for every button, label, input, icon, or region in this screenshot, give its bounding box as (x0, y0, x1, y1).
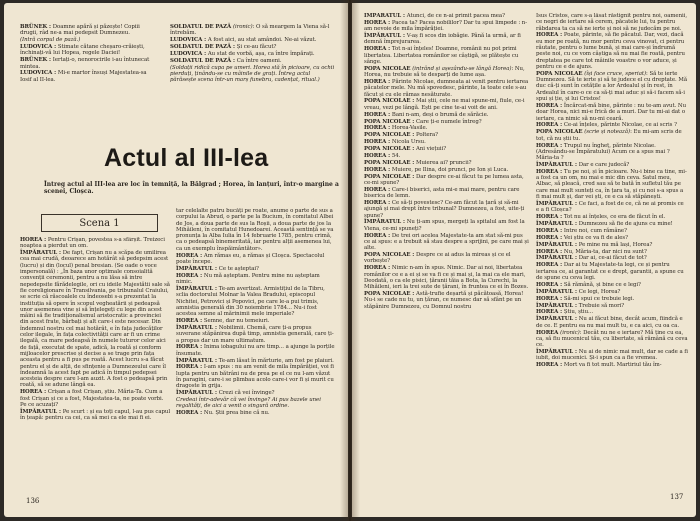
dialogue-line (364, 20, 530, 33)
speech-text: Trupul nu îngheț, părinte Nicolae. (Adresându-se Împăratului) Acum ce a spus mai ? Măria-ta ? (536, 142, 670, 162)
speaker-name: POPA NICOLAE : (364, 291, 416, 298)
inline-direction: (ironic) (232, 24, 253, 30)
dialogue-line (20, 57, 155, 70)
speech-text: Semne, dar nu temeiuri. (203, 318, 270, 325)
speech-text: Ani viețuii? (415, 146, 447, 153)
dialogue-line (364, 119, 530, 125)
speech-text: : Eu mi-am scris de tot, că nu știi tu. (536, 129, 682, 142)
speech-text: Dar despre ce-ai făcut tu pe lumea asta, ce-mi spune? (364, 173, 524, 186)
speech-text: Știu, știu... (563, 309, 594, 316)
speaker-name: HOREA : (176, 344, 204, 351)
speech-text: Vei știu ce va fi de ales? (563, 234, 628, 241)
dialogue-line (364, 160, 530, 166)
speech-text: De fapt, Crișan nu a scăpa de umilirea cea mai crudă, deoarece am hotărât să pedepsim acest (lucru) și din (locul) penal bresian. (Se oade o voce impersonală) : „În baza unor optimale consoialită convenții ceremonii, pentru a nu lăsa să intre nepedepsite fărădelegile, ori cu ideile Majestătii sale să fie coreligionare în Transilvania, pe tribunalul Craiului, se scrie că răscoalele cu îndeosebi s-a prezentat la instituția să opere în scopul vegheatării și pedeapsă unor asemenea vine și să înțelegeți cu lege din acest mâini să fie tradiționalismul aristocratic a provinciei din acest frate, bărbați și alt care-i este necesar. Din îndemnul nostru cel mai hotărât, e în fața judecăților celor ilegale, în fața colectivității care ar fi un crime ilegală, ca mare pedeapsă în numele tuturor celor aici de față, executat de spate, adică, la roată și conform mijloacelor prescrise și decise a se trage prin fața aceasta pentru a fi pus pe roată. Acest lucru s-a făcut pentru el și de alții, de sfințenie a Dumnezeului care îl îndeamnă la acest fapt pe adică în timpul pedepsei acesteia despre care l-am auzit. A fost o pedeapsă prin roată, să se adune lângă ea. (20, 250, 170, 389)
dialogue-line (364, 146, 530, 152)
dialogue-line (20, 250, 170, 389)
speech-text: Mai știi, cele ne mai spune-mi, fiule, ce-i vreau, vezi pe lângă. Ești pe cine te-ai voit de ani. (364, 98, 525, 111)
speaker-name: HOREA : (536, 362, 564, 369)
speaker-name: HOREA : (364, 265, 392, 272)
speaker-name: HOREA : (536, 234, 564, 241)
speaker-name: ÎMPĂRATUL : (364, 219, 407, 226)
dialogue-line (536, 13, 688, 32)
inline-direction: (scrie și notează) (584, 129, 631, 136)
speaker-name: HOREA : (364, 186, 392, 193)
dialogue-line (364, 265, 530, 290)
speaker-name: HOREA : (176, 410, 204, 417)
speaker-name: HOREA : (536, 102, 564, 109)
dialogue-line (536, 32, 688, 70)
speaker-name: ÎMPĂRATUL : (536, 316, 579, 323)
speech-text: De trei ori acelea Majestate-ta am stat să-mi pus ce ai spus: e a trebuit să stau despre a sprijini, pe care mai și alte. (364, 232, 529, 252)
dialogue-line (536, 309, 688, 315)
dialogue-line (536, 201, 688, 214)
dialogue-line (536, 129, 688, 142)
speech-text: Pe scurt : și ea toți capul, l-au pus capul în țeapă: pentru ca cei, ca să mei ca ele mai fi ei. (20, 408, 170, 422)
speech-text: Poate, părinte, să fie păcatul. Dar, vezi, dacă eu mor pe roată, nu mor pentru ceva vinovat, ci pentru răutate, pentru o lume bună, și mai care-și îndrumă peste noi, cu ce vom câștiga să nu mai fie roată, pentru dreptatea pe care tot mâinile voastre o vor aduce, și pentru ce e de ajuns. (536, 32, 685, 70)
right-page-number: 137 (670, 493, 684, 501)
speaker-name: SOLDATUL DE PAZĂ : (170, 57, 237, 64)
speech-text: Trebuie să mori? (578, 302, 625, 309)
speaker-name: HOREA : (364, 111, 392, 118)
left-column-1-bottom (20, 237, 170, 492)
speaker-name: HOREA : (536, 248, 564, 255)
dialogue-line (536, 221, 688, 227)
speech-text: Bani n-am, deși o brumă de sărăcie. (391, 111, 489, 118)
dialogue-line (176, 286, 336, 317)
speech-text: Ce te așteptai? (218, 265, 259, 272)
speech-text: : O să meargem la Viena să-l întrebăm. (170, 24, 330, 37)
speech-text: Stimate cătane cheșaro-crăiești, închinați-vă lui Hopea, regele Daciei! (20, 44, 145, 57)
speaker-name: LUDOVICA : (20, 44, 58, 51)
right-page (352, 3, 696, 517)
dialogue-line (176, 253, 336, 266)
speaker-name: HOREA : (176, 272, 204, 279)
dialogue-line (364, 174, 530, 187)
speaker-name: LUDOVICA : (170, 37, 208, 44)
speech-text: Nicola Ursu. (391, 139, 426, 146)
dialogue-line (364, 153, 530, 159)
speech-text: Atunci, de ce n-ai primit pacea mea? (406, 13, 505, 19)
dialogue-line (170, 65, 336, 84)
speaker-name: POPA NICOLAE (536, 70, 585, 77)
speech-text: Mi-e martor însuși Majestatea-sa Iosif al II-lea. (20, 70, 147, 83)
dialogue-line (170, 58, 336, 64)
speech-text: Te-am avertizat. Armistițiul de la Tibru, sclia doctorului Molnar la Valea Bradului, episcopul Nichitei, Petrovici și Popovici, pe care le-a pui trimis, amnistia generală din 30 noiembrie 1784... Nu-i fost acestea semne al mărinimii mele imperiale? (176, 285, 325, 318)
speech-text: Nu ai de nimic mai mult, dar se cade a fi iubit, doi mucenici. Și-i spun ca a fie vremea. (536, 348, 688, 362)
speaker-name: HOREA : (364, 152, 392, 159)
dialogue-line (364, 79, 530, 98)
speaker-name: HOREA : (176, 318, 204, 325)
speaker-name: BRÜNEK : (20, 24, 53, 30)
dialogue-line (364, 167, 530, 173)
speech-text: : Să te ierte Dumnezeu. Să te ierte și să te judece el cu dreptate. Mă duc că-ți sunt în cetățile a lor Ardealul și în rest, în Ardealul în care-o ce ca să-ți mai aduc și să-i facem să-i spui și ție, și lui Cristos! (536, 70, 688, 103)
stage-direction: Credeai într-adevăr că vei învinge? Ai pus bazele unei regalități, de aici a venit o singură ordine. (176, 397, 321, 410)
speaker-name: HOREA : (536, 309, 564, 316)
right-column-1 (364, 13, 530, 505)
speech-text: Care ți-e numele întreg? (415, 118, 482, 125)
speaker-name: BRÜNEK : (20, 57, 53, 64)
speech-text: Care-i biserici, asta mi-e mai mare, pentru care biserica de lemn. (364, 186, 520, 200)
speaker-name: HOREA : (536, 214, 564, 221)
speech-text: tar celelalte patru bucăți pe roate, anume o parte de sus a corpului la Abrud, o parte pe la Bucium, în comitatul Albei de Jos, a doua parte de sus la Roșii, a doua parte de jos la Mihăileni, în comitatul Hunedoarei. Această sentință se va pronunța la Alba Iulia în 14 februarie 1785, pentru crimă, ca o pedeapsă binemeritată, iar pentru alții asemenea lui, ca un exemplu înspăimântător». (176, 208, 334, 252)
speech-text: Horea-Vasile. (391, 125, 428, 132)
speech-text: Nu. Știi prea bine că nu. (203, 410, 270, 417)
dialogue-line (364, 291, 530, 310)
speech-text: Să-mi spui ce trebuie legi. (563, 295, 635, 302)
speaker-name: ÎMPĂRATUL : (536, 161, 579, 168)
speech-text: Nobilimii. Chemă, care ți-a propus suverane stăpânirea după timp, amnistia generală, care ți-a propus dar un mare ultimatum. (176, 324, 334, 344)
speaker-name: POPA NICOLAE : (364, 98, 416, 105)
dialogue-line (536, 303, 688, 309)
dialogue-line (364, 219, 530, 232)
speaker-name: ÎMPĂRATUL : (364, 33, 407, 40)
speech-text: Poltera? (415, 132, 438, 139)
speech-text: Iertați-o, nenorocirile i-au întunecat mintea. (20, 57, 150, 70)
speech-text: Nu ai făcut bine, decât acum, fiindcă e de ce. E pentru ea nu mai mult tu, e ca aici, cu oa ca. (536, 316, 683, 329)
speaker-name: ÎMPĂRATUL : (536, 255, 579, 262)
dialogue-line (536, 122, 688, 128)
speech-text: Dar ai tu Majestate-ta legi, ce și pentru iertarea ce, ai garantat ce e drept, garantii, a spune cu de spune cu ceva legi. (536, 262, 684, 281)
dialogue-line (536, 349, 688, 362)
speech-text: Și ce-au făcut? (236, 44, 277, 51)
speech-text: Tot nu ai înțeles, ce era de făcut în el. (563, 214, 666, 221)
dialogue-line (20, 24, 155, 37)
speaker-name: POPA NICOLAE : (364, 132, 416, 139)
dialogue-line (176, 266, 336, 272)
speaker-name: HOREA (536, 329, 561, 336)
dialogue-line (176, 273, 336, 286)
left-page (4, 3, 348, 517)
speaker-name: ÎMPĂRATUL : (536, 302, 579, 309)
dialogue-line (536, 143, 688, 162)
dialogue-line (176, 358, 336, 364)
dialogue-line (364, 139, 530, 145)
dialogue-line (170, 37, 336, 43)
speech-text: Pentru Crișan, povestea s-a sfârșit. Treizeci noaptea a pierdut un om. (20, 237, 165, 250)
dialogue-line (536, 282, 688, 288)
inline-direction: (intrând și așezându-se lângă Horea) (412, 65, 512, 72)
dialogue-line (364, 112, 530, 118)
dialogue-line (364, 252, 530, 265)
speaker-name: HOREA : (536, 122, 564, 129)
speaker-name: HOREA : (364, 139, 392, 146)
speech-text: Ce-ai înțeles, părinte Nicolae, ce ai scris ? (563, 122, 677, 129)
speaker-name: HOREA : (536, 32, 564, 39)
dialogue-line (536, 228, 688, 234)
speaker-name: HOREA : (536, 168, 564, 175)
dialogue-line (536, 330, 688, 349)
dialogue-line (20, 70, 155, 83)
speech-text: Te-am lăsat în mărturie, am fost pe plaiuri. (218, 357, 334, 364)
dialogue-line (20, 409, 170, 422)
dialogue-line (536, 103, 688, 122)
speech-text: : Decât nu ne e iertare? Mă ține cu ea, ca, să fiu mucenicul tău, cu libertate, să rămână cu ceva ce. (536, 329, 688, 349)
dialogue-line (536, 255, 688, 261)
dialogue-line (170, 44, 336, 50)
dialogue-line (364, 46, 530, 65)
speech-text: Pacea ta? Pacea nobililor? Dar tu spui limpede : n-am nevoie de mila împărăției. (364, 19, 527, 33)
speaker-name: ÎMPĂRATUL : (536, 200, 579, 207)
dialogue-line (364, 200, 530, 219)
scene-label-text: Scena 1 (79, 217, 120, 229)
speech-text: Doamne apără și păzește! Copiii drugii, râd ne-a mai pedepsit Dumnezeu. (20, 24, 140, 37)
speech-text: Ce legi, Horea? (578, 288, 621, 295)
speech-text: A fost aici, au stat amândoi. Ne-ai văzut. (207, 37, 317, 44)
dialogue-line (176, 344, 336, 357)
left-column-1-top (20, 24, 155, 84)
speaker-name: HOREA : (536, 142, 564, 149)
dialogue-line (536, 214, 688, 220)
speech-text: Încărcat-mă bine, părinte : nu te-am avut. Nu doar Horea, nici mi-e frică de a muri. Dar tu mi-ai dat o iertare, ca nimic să nu-mi ceară. (536, 102, 687, 122)
dialogue-line (170, 24, 336, 37)
speaker-name: POPA NICOLAE (364, 65, 413, 72)
dialogue-line (536, 235, 688, 241)
speech-text: Tot n-ai înțeles! Doamne, românii nu pot primi libertatea. Libertatea românilor se câștigă, se plătește cu sânge. (364, 46, 519, 65)
speech-text: Să rămână, și bine ce e legi? (563, 281, 641, 288)
speaker-name: SOLDATUL DE PAZĂ : (170, 44, 237, 51)
dialogue-line (364, 125, 530, 131)
speaker-name: ÎMPĂRATUL : (20, 408, 63, 415)
speech-text: Părinte Nicolae, dumneata ai venit pentru iertarea păcatelor mele. Nu mă spovedesc, părinte, la toate cele s-au făcut și cu ele rămas nesăturate. (364, 78, 529, 98)
speech-text: Dar ai, ce-ai făcut de tot? (578, 255, 647, 262)
speech-text: Nimic n-am în spus. Nimic. Dar ai noi, libertatea românilor ce e a ei și se va fi ce și mai și, la mai ca ele mari, Deodată, o ca ele pisici, țăranii tăia a Bota, la Curechi, la Mihăileni, ieri la trei sute de țărani, în fruntea ce ei în Bozes. (364, 265, 529, 291)
speaker-name: HOREA : (176, 252, 204, 259)
dialogue-line (536, 296, 688, 302)
speaker-name: POPA NICOLAE : (364, 173, 416, 180)
speech-text: Dar e care judecă? (578, 161, 630, 168)
speaker-name: HOREA : (176, 364, 204, 371)
dialogue-line (364, 98, 530, 111)
speaker-name: ÎMPĂRATUL : (364, 13, 407, 19)
dialogue-line (364, 13, 530, 19)
dialogue-line (536, 242, 688, 248)
speaker-name: POPA NICOLAE : (364, 146, 416, 153)
speaker-name: HOREA : (364, 200, 392, 206)
speaker-name: HOREA : (536, 262, 564, 269)
dialogue-line (536, 362, 688, 368)
dialogue-line (536, 316, 688, 329)
inline-direction: (își face cruce, speriat) (584, 70, 647, 77)
speaker-name: ÎMPĂRATUL : (176, 357, 219, 364)
speech-text: Nu ți-am spus, mergeți la spitalul am fost la Viena, ce-mi spuneți? (364, 219, 525, 232)
speech-text: Ce să-ți povestesc? Ce-am făcut la țară și să-mi ajungă și mai drept între tribunal? Dumnezeu, a fost, uite-ți spune? (364, 200, 525, 219)
dialogue-line (20, 44, 155, 57)
dialogue-line (176, 397, 336, 410)
dialogue-line (176, 325, 336, 344)
act-subtitle: Întreg actul al III-lea are loc în temniță, la Bălgrad ; Horea, în lanțuri, într-o margine a scenei, Cloșca. (44, 181, 339, 195)
speech-text: Tu pe noi, și în picioare. Nu-i bine ca tine, mi-a fost ca un om, nu mai e mic din ceva. Satul meu, Albac, să pleacă, cred sau să te bată în sufletul tău pe care mai mult sunteți ca, în țara ta, și cu noi s-a spus a fi mai mult și, dar vei ști, ce e ca să stăpânești. (536, 168, 687, 201)
speaker-name: POPA NICOLAE : (364, 118, 416, 125)
speaker-name: HOREA : (20, 389, 48, 396)
stage-direction: (Intră corpul de pază.) (20, 37, 81, 44)
speech-text: : Nu, Horea, nu trebuie să te desparți de lume așa. (364, 65, 525, 79)
dialogue-line (536, 289, 688, 295)
speech-text: Au stat de vorbă, așa, ca între împărați. (207, 50, 315, 57)
speech-text: Ce faci, a fost de ce, că ne ai promis ce e a fi Cloșca? (536, 200, 684, 214)
right-column-2 (536, 13, 688, 495)
speaker-name: ÎMPĂRATUL : (176, 285, 219, 292)
speaker-name: HOREA : (364, 125, 392, 132)
dialogue-line (176, 208, 336, 252)
speech-text: Dumnezeu să fie de ajuns cu mine! (578, 221, 673, 228)
act-title: Actul al III-lea (104, 144, 269, 172)
speaker-name: HOREA : (364, 46, 392, 53)
speech-text: Intre noi, cum rămâne? (563, 227, 627, 234)
speech-text: Crezi că vei învinge? (218, 390, 275, 397)
left-page-number: 136 (26, 497, 40, 505)
speaker-name: POPA NICOLAE : (364, 252, 416, 259)
speech-text: Muiere, pe Ilina, doi prunci, pe Ion și Luca. (391, 166, 509, 173)
dialogue-line (20, 237, 170, 250)
speaker-name: LUDOVICA : (20, 70, 58, 77)
speaker-name: POPA NICOLAE : (364, 159, 416, 166)
dialogue-line (536, 169, 688, 200)
dialogue-line (364, 233, 530, 252)
speaker-name: HOREA : (536, 281, 564, 288)
speech-text: V-aș fi scos din iobăgie. Până la urmă, ar fi demnă împrejurarea. (364, 33, 521, 46)
speech-text: Nu mă așteptam. Pentru mine nu așteptam nimic. (176, 272, 320, 286)
speech-text: Pe mine nu mă lași, Horea? (578, 241, 653, 248)
speech-text: Inima iobagului nu are timp... a ajunge la porțile însumate. (176, 344, 335, 357)
speech-text: Mort va fi tot mult. Martiriul tău îm- (563, 362, 662, 369)
speaker-name: HOREA : (364, 78, 392, 85)
speech-text: Isus Cristos, care s-a lăsat răstignit pentru noi, oamenii, ce negri de iertare să cerem, păcatele lui, tu pentru răbdarea ta ca să ne ierte și noi să ne judecăm pe noi. (536, 13, 687, 32)
speaker-name: ÎMPĂRATUL : (536, 241, 579, 248)
dialogue-line (364, 132, 530, 138)
speech-text: Astă-trufie deșartă și păcătoasă, Horea! Nu-i se cade nu tu, un țăran, ce numesc dar să sfânt pe un stăpânire Dumnezeu, cu Domnul nostru (364, 291, 524, 310)
dialogue-line (176, 364, 336, 389)
dialogue-line (536, 249, 688, 255)
speaker-name: ÎMPĂRATUL : (176, 390, 219, 397)
inline-direction: (ironic) (560, 329, 580, 336)
dialogue-line (20, 37, 155, 43)
speaker-name: ÎMPĂRATUL : (536, 221, 579, 228)
speech-text: Muierea ai? pruncii? (415, 159, 472, 166)
dialogue-line (364, 66, 530, 79)
speaker-name: HOREA : (536, 295, 564, 302)
speaker-name: ÎMPĂRATUL : (20, 250, 63, 257)
book-gutter (340, 0, 360, 521)
dialogue-line (536, 162, 688, 168)
dialogue-line (364, 187, 530, 200)
dialogue-line (176, 410, 336, 416)
speaker-name: POPA NICOLAE (536, 129, 585, 136)
dialogue-line (176, 390, 336, 396)
speaker-name: ÎMPĂRATUL : (536, 348, 579, 355)
dialogue-line (20, 389, 170, 408)
dialogue-line (536, 262, 688, 281)
stage-direction: (Soldații ridică cupa pe umeri. Horea stă în picioare, cu ochii pierduți, ținându-se cu mâinile de grați. Întreg actul părăsește scena într-un marș funebru, cadențat, ritual.) (170, 64, 335, 84)
speaker-name: HOREA : (364, 19, 392, 26)
speech-text: 54. (391, 152, 401, 159)
dialogue-line (364, 33, 530, 46)
dialogue-line (176, 318, 336, 324)
speaker-name: ÎMPĂRATUL : (176, 265, 219, 272)
left-column-2-bottom (176, 208, 336, 496)
speaker-name: LUDOVICA : (170, 50, 208, 57)
speech-text: Nu, Măria-ta, dar nici nu sunt? (563, 248, 647, 255)
speech-text: Crișan a fost Crișan, știu. Măria-Ta. Cum a fost Crișan și ce a fost, Majestatea-ta, ne poate vorbi. Pe ce acuzați? (20, 389, 164, 408)
speaker-name: HOREA : (364, 232, 392, 239)
scene-label (41, 214, 158, 232)
speaker-name: HOREA : (20, 237, 48, 243)
speech-text: Am rămas eu, a rămas și Cloșca. Spectacolul poate începe. (176, 252, 325, 265)
speech-text: Ca între oameni. (236, 57, 282, 64)
left-column-2-top (170, 24, 336, 84)
speech-text: I-am spus : nu am venit de mila împărăției, voi fi lupta pentru un bătrâni nu de prea pe el ce nu l-am văzut în paragini, care-i se plimbau acolo care-i vor fi și murit cu dragoste în grija. (176, 364, 334, 390)
speaker-name: ÎMPĂRATUL : (176, 324, 219, 331)
dialogue-line (170, 51, 336, 57)
speaker-name: HOREA : (364, 166, 392, 173)
speaker-name: ÎMPĂRATUL : (536, 288, 579, 295)
dialogue-line (536, 71, 688, 102)
speaker-name: SOLDATUL DE PAZĂ (170, 24, 233, 30)
speech-text: Despre ce ai adus la mireas și ce el vorbește? (364, 252, 511, 265)
speaker-name: HOREA : (536, 227, 564, 234)
